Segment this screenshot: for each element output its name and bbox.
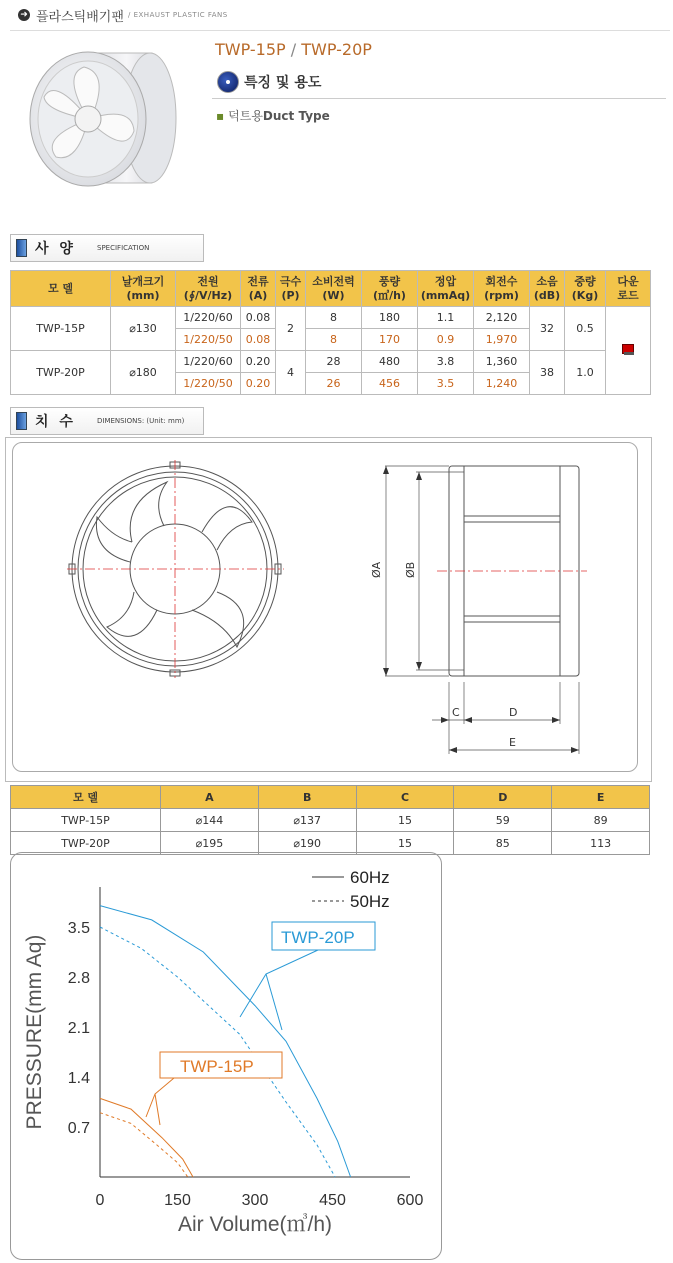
x-tick-label: 300 — [241, 1192, 269, 1209]
rpm-cell: 1,240 — [474, 373, 530, 395]
dim-cell: ⌀190 — [258, 832, 356, 855]
dimension-drawing — [12, 442, 636, 770]
download-cell[interactable] — [606, 307, 651, 395]
dim-cell: ⌀195 — [161, 832, 259, 855]
dim-cell: TWP-15P — [11, 809, 161, 832]
x-tick-label: 450 — [319, 1192, 346, 1209]
legend-50hz: 50Hz — [350, 892, 390, 911]
header-download: 다운 로드 — [606, 271, 651, 307]
noise-cell: 32 — [530, 307, 565, 351]
series-line-twp-15p-50hz — [100, 1113, 188, 1177]
y-tick-label: 0.7 — [67, 1120, 90, 1137]
power-cell: 1/220/50 — [176, 329, 241, 351]
noise-cell: 38 — [530, 351, 565, 395]
header-divider — [10, 30, 670, 31]
pressure-cell: 0.9 — [418, 329, 474, 351]
rpm-cell: 2,120 — [474, 307, 530, 329]
annotation-leader-twp20p-a — [240, 950, 318, 1017]
header-model: 모 델 — [11, 271, 111, 307]
watt-cell: 8 — [306, 307, 362, 329]
y-tick-label: 2.8 — [67, 970, 90, 987]
label-d: D — [509, 706, 518, 719]
dim-cell: 113 — [552, 832, 650, 855]
header-noise: 소음 (dB) — [530, 271, 565, 307]
flow-cell: 170 — [362, 329, 418, 351]
header-current: 전류 (A) — [241, 271, 276, 307]
dim-cell: 15 — [356, 809, 454, 832]
label-e: E — [509, 736, 516, 749]
spec-section-subtitle: SPECIFICATION — [97, 244, 150, 252]
page-subtitle: / EXHAUST PLASTIC FANS — [128, 11, 228, 19]
annotation-twp20p: TWP-20P — [281, 928, 355, 947]
dim-header-model: 모 델 — [11, 786, 161, 809]
feature-divider — [212, 98, 666, 99]
dim-cell: 59 — [454, 809, 552, 832]
page-title: 플라스틱배기팬 — [36, 10, 124, 25]
y-tick-label: 1.4 — [67, 1070, 90, 1087]
flow-cell: 180 — [362, 307, 418, 329]
dim-section-subtitle: DIMENSIONS: (Unit: mm) — [97, 417, 185, 425]
y-axis-title: PRESSURE(mm Aq) — [23, 934, 46, 1130]
pressure-cell: 3.8 — [418, 351, 474, 373]
dim-cell: 15 — [356, 832, 454, 855]
download-icon[interactable] — [621, 343, 635, 356]
header-power: 전원 (∮/V/Hz) — [176, 271, 241, 307]
arrow-circle-icon: ➜ — [18, 9, 30, 21]
spec-table — [10, 270, 651, 395]
section-marker-icon — [16, 412, 27, 430]
power-cell: 1/220/60 — [176, 307, 241, 329]
dim-header-e: E — [552, 786, 650, 809]
dim-section-header — [10, 407, 204, 435]
poles-cell: 4 — [276, 351, 306, 395]
product-image — [22, 45, 192, 195]
dim-cell: ⌀144 — [161, 809, 259, 832]
header-poles: 극수 (P) — [276, 271, 306, 307]
header-pressure: 정압 (mmAq) — [418, 271, 474, 307]
x-tick-label: 150 — [164, 1192, 191, 1209]
dim-header-row — [11, 786, 650, 809]
x-axis-title: Air Volume(㎥/h) — [177, 1213, 333, 1236]
flow-cell: 480 — [362, 351, 418, 373]
header-flow: 풍량 (㎥/h) — [362, 271, 418, 307]
poles-cell: 2 — [276, 307, 306, 351]
annotation-leader-twp15p-b — [155, 1094, 160, 1125]
model-cell: TWP-20P — [11, 351, 111, 395]
dim-header-a: A — [161, 786, 259, 809]
table-row — [11, 351, 651, 373]
flow-cell: 456 — [362, 373, 418, 395]
dim-cell: 89 — [552, 809, 650, 832]
label-ob: ØB — [404, 561, 417, 578]
watt-cell: 28 — [306, 351, 362, 373]
header-rpm: 회전수 (rpm) — [474, 271, 530, 307]
dim-cell: 85 — [454, 832, 552, 855]
x-tick-label: 0 — [95, 1192, 105, 1209]
table-row — [11, 307, 651, 329]
rpm-cell: 1,360 — [474, 351, 530, 373]
header-weight: 중량 (Kg) — [565, 271, 606, 307]
feature-bullet-icon — [217, 71, 239, 93]
pressure-cell: 3.5 — [418, 373, 474, 395]
y-tick-label: 2.1 — [67, 1020, 90, 1037]
table-row — [11, 809, 650, 832]
label-c: C — [452, 706, 460, 719]
x-tick-label: 600 — [396, 1192, 424, 1209]
current-cell: 0.08 — [241, 329, 276, 351]
current-cell: 0.08 — [241, 307, 276, 329]
size-cell: ⌀180 — [111, 351, 176, 395]
power-cell: 1/220/50 — [176, 373, 241, 395]
annotation-leader-twp15p-a — [146, 1078, 174, 1117]
dim-section-title: 치 수 — [35, 414, 76, 430]
dim-header-d: D — [454, 786, 552, 809]
y-tick-label: 3.5 — [67, 920, 90, 937]
weight-cell: 0.5 — [565, 307, 606, 351]
size-cell: ⌀130 — [111, 307, 176, 351]
power-cell: 1/220/60 — [176, 351, 241, 373]
rpm-cell: 1,970 — [474, 329, 530, 351]
dim-cell: ⌀137 — [258, 809, 356, 832]
legend-60hz: 60Hz — [350, 868, 390, 887]
label-oa: ØA — [370, 561, 383, 578]
feature-title: 특징 및 용도 — [244, 75, 322, 91]
section-marker-icon — [16, 239, 27, 257]
feature-item: ▪ 덕트용Duct Type — [216, 109, 330, 123]
spec-section-header — [10, 234, 204, 262]
header-blade-size: 날개크기 (mm) — [111, 271, 176, 307]
model-title: TWP-15P / TWP-20P — [215, 40, 372, 59]
annotation-twp15p: TWP-15P — [180, 1057, 254, 1076]
dim-cell: TWP-20P — [11, 832, 161, 855]
spec-header-row — [11, 271, 651, 307]
model-cell: TWP-15P — [11, 307, 111, 351]
header-watt: 소비전력 (W) — [306, 271, 362, 307]
spec-section-title: 사 양 — [35, 241, 76, 257]
pressure-cell: 1.1 — [418, 307, 474, 329]
watt-cell: 26 — [306, 373, 362, 395]
center-lines — [67, 460, 587, 678]
dim-header-c: C — [356, 786, 454, 809]
current-cell: 0.20 — [241, 351, 276, 373]
dimension-table — [10, 785, 650, 855]
performance-chart — [10, 852, 442, 1260]
dim-arrows — [383, 466, 579, 753]
watt-cell: 8 — [306, 329, 362, 351]
current-cell: 0.20 — [241, 373, 276, 395]
weight-cell: 1.0 — [565, 351, 606, 395]
dim-header-b: B — [258, 786, 356, 809]
